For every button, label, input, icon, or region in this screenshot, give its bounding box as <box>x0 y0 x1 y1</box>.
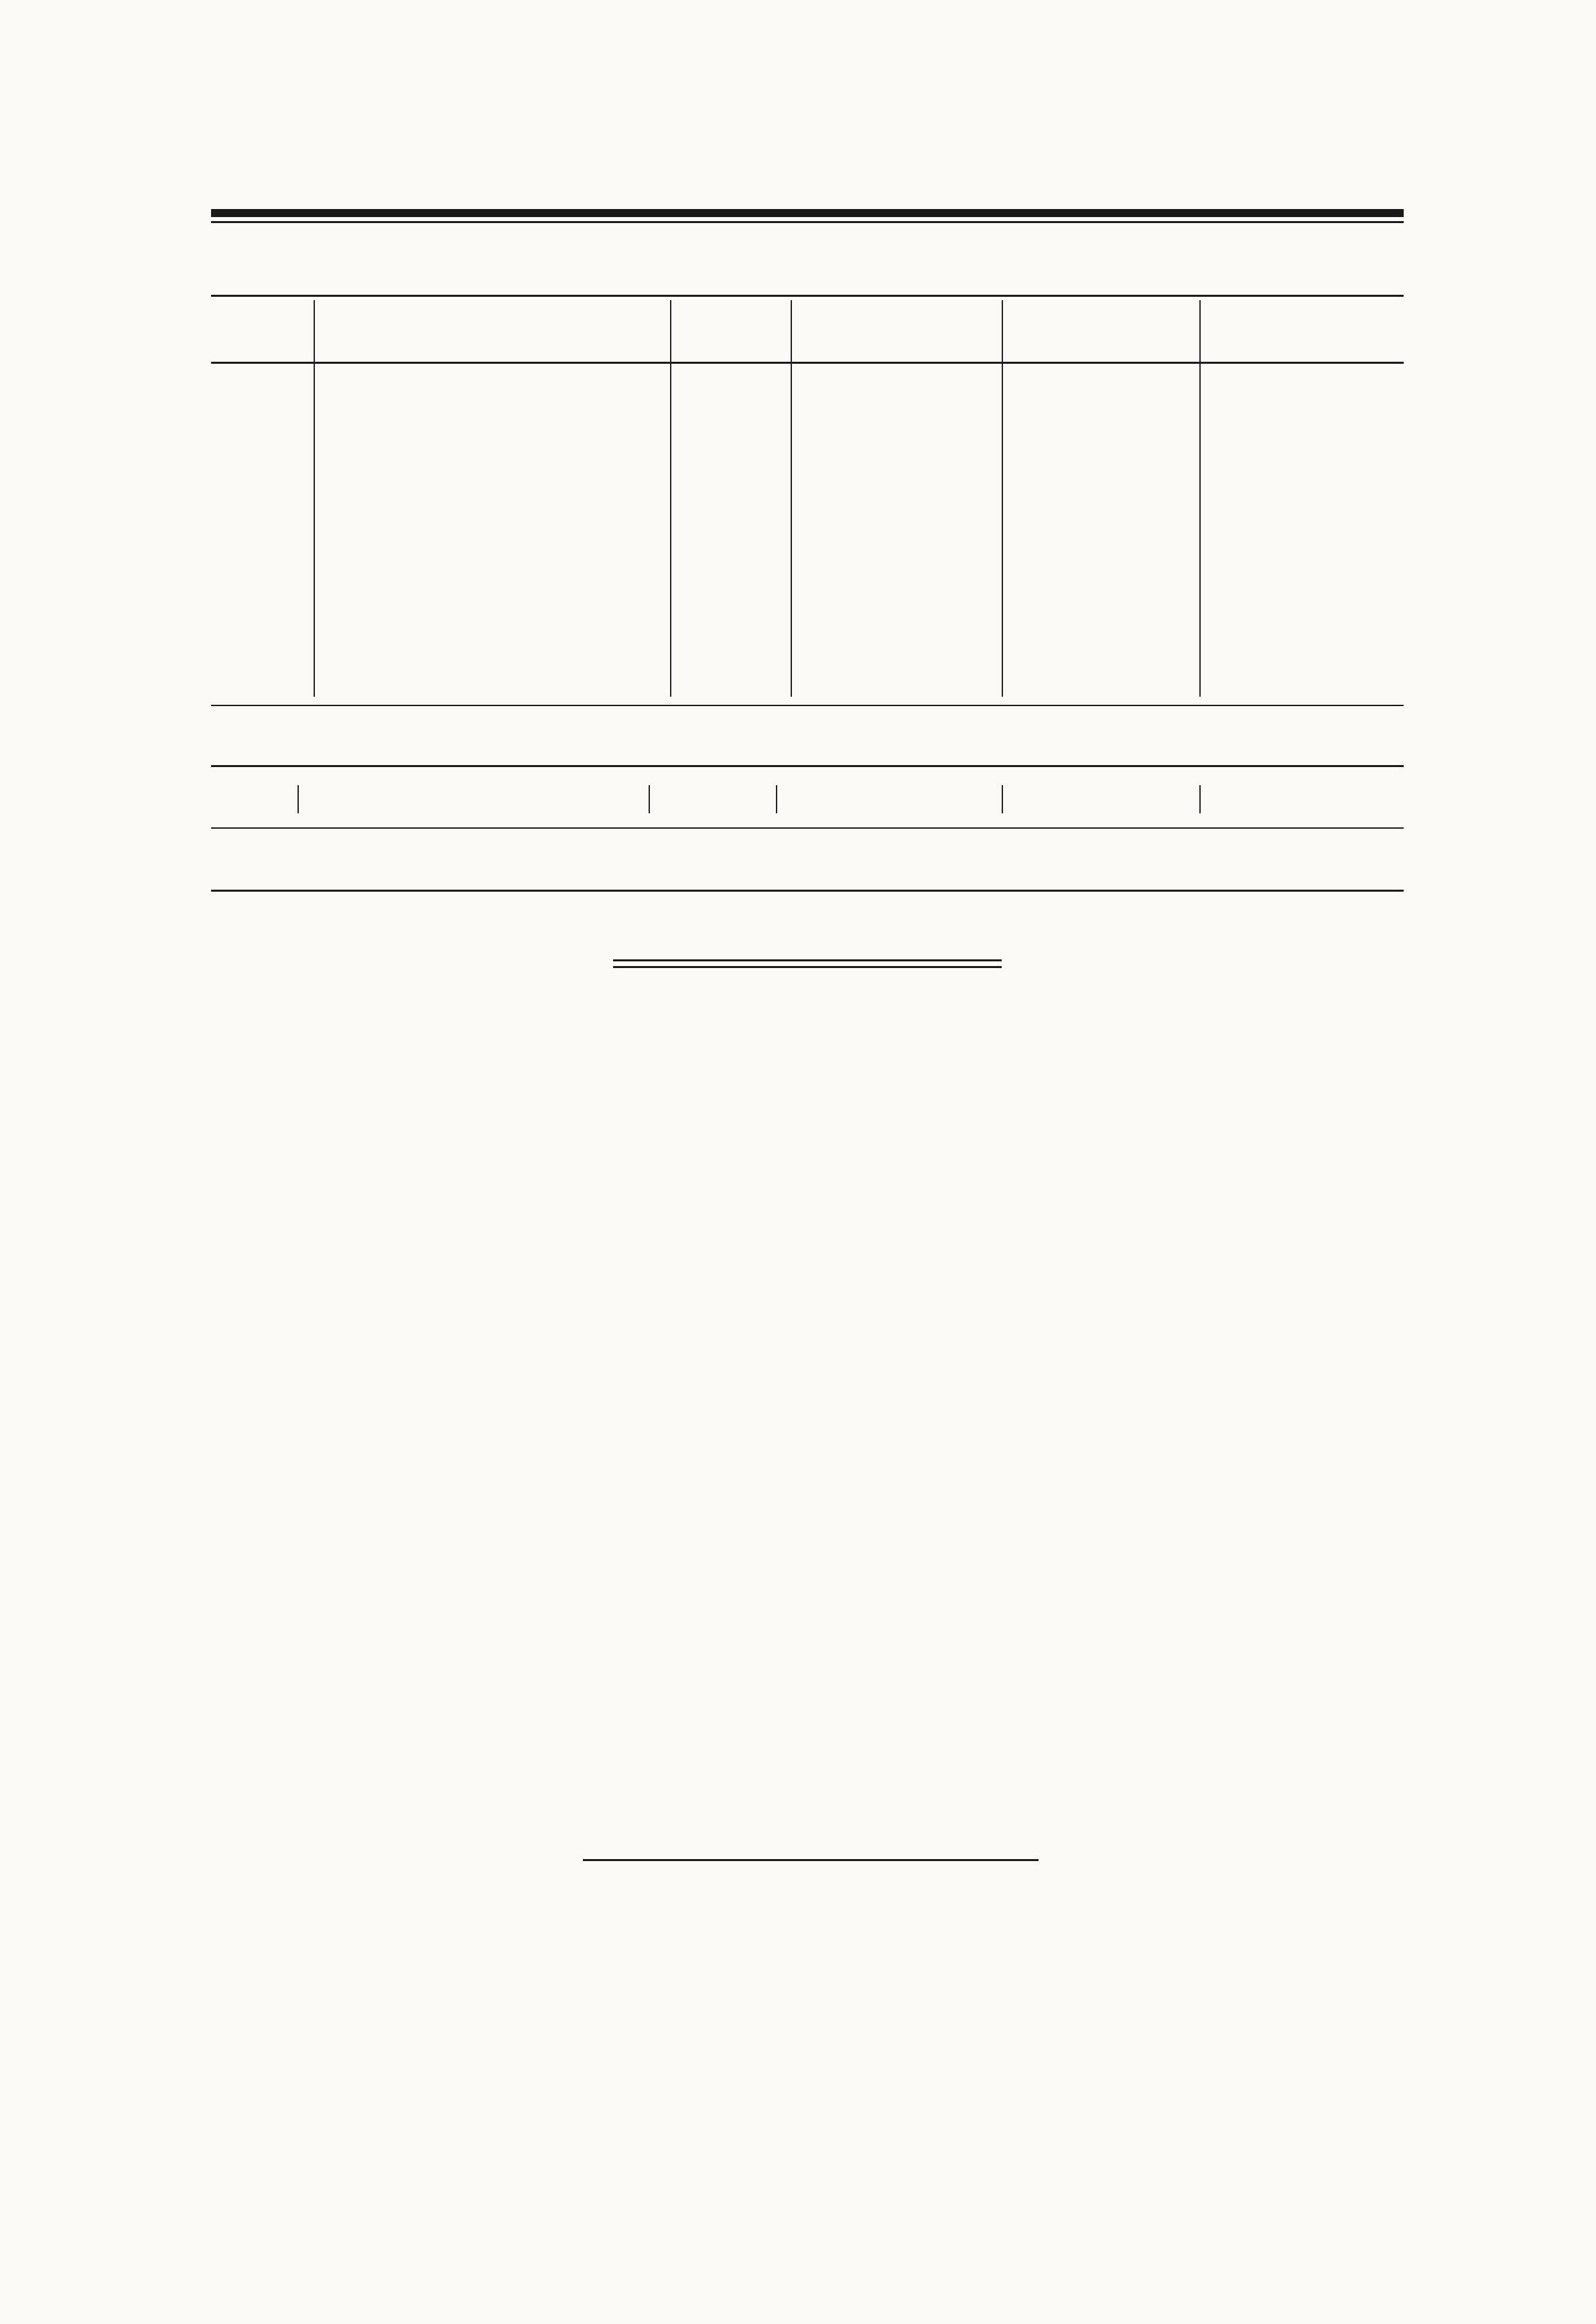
header-thick-rule <box>211 209 1404 217</box>
col-sep-1 <box>314 300 315 697</box>
layton-sep-1 <box>297 785 299 813</box>
summary-rule-3 <box>211 890 1404 892</box>
col-sep-5 <box>1199 300 1201 697</box>
col-sep-4 <box>1002 300 1003 697</box>
header-bottom-rule <box>211 362 1404 364</box>
col-sep-3 <box>791 300 792 697</box>
summary-rule-2 <box>211 827 1404 829</box>
rows-bottom-rule <box>211 705 1404 706</box>
layton-sep-2 <box>649 785 650 813</box>
layton-sep-5 <box>1199 785 1201 813</box>
section-divider-1b <box>613 966 1002 968</box>
col-sep-2 <box>670 300 671 697</box>
summary-rule-1 <box>211 765 1404 767</box>
section-divider-2 <box>583 1859 1039 1861</box>
header-thin-rule <box>211 221 1404 223</box>
layton-sep-4 <box>1002 785 1003 813</box>
section-divider-1a <box>613 959 1002 961</box>
layton-sep-3 <box>776 785 777 813</box>
table-top-rule <box>211 295 1404 297</box>
